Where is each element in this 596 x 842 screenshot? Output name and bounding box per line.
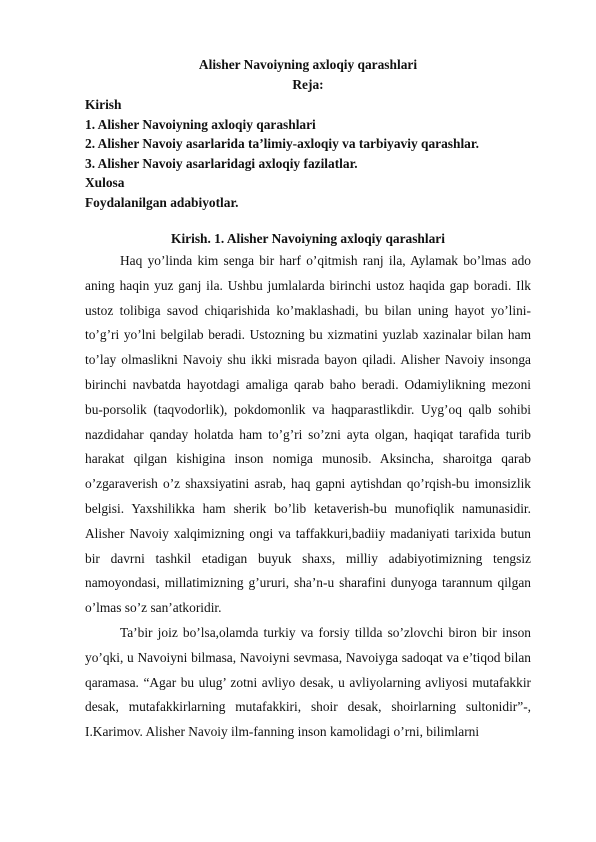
plan-item: 3. Alisher Navoiy asarlaridagi axloqiy fazilatlar. (85, 155, 358, 171)
section-title: Kirish. 1. Alisher Navoiyning axloqiy qarashlari (171, 231, 445, 246)
plan-item: 2. Alisher Navoiy asarlarida ta’limiy-axloqiy va tarbiyaviy qarashlar. (85, 136, 479, 151)
plan-label: Reja: (292, 77, 324, 92)
plan-list (85, 95, 531, 212)
plan-item: Foydalanilgan adabiyotlar. (85, 194, 239, 210)
plan-item: 1. Alisher Navoiyning axloqiy qarashlari (85, 116, 316, 132)
body-paragraph: Ta’bir joiz bo’lsa,olamda turkiy va forsiy tillda so’zlovchi biron bir inson yo’qki, u Navoiyni bilmasa, Navoiyni sevmasa, Navoiyga sadoqat va e’tiqod bilan qaramasa. “Agar bu ulug’ zotni avliyo desak, u avliyolarning avliyosi mutafakkir desak, mutafakkirlarning mutafakkiri, shoir desak, shoirlarning sultonidir”-, I.Karimov. Alisher Navoiy ilm-fanning inson kamolidagi o’rni, bilimlarni (85, 624, 531, 740)
plan-item: Kirish (85, 97, 122, 112)
body-paragraph: Haq yo’linda kim senga bir harf o’qitmish ranj ila, Aylamak bo’lmas ado aning haqin yuz ganj ila. Ushbu jumlalarda birinchi ustoz haqida gap boradi. Ilk ustoz tolibiga savod chiqarishida ko’maklashadi, bu bilan uning hayot yo’lini-to’g’ri yo’lni belgilab beradi. Ustozning bu xizmatini yuzlab xazinalar bilan ham to’lay olmaslikni Navoiy shu ikki misrada bayon qiladi. Alisher Navoiy insonga birinchi navbatda hayotdagi amaliga qarab baho beradi. Odamiylikning mezoni bu-porsolik (taqvodorlik), pokdomonlik va haqparastlikdir. Uyg’oq qalb sohibi nazdidahar qanday holatda ham to’g’ri so’zni ayta olgan, haqiqat tarafida turib harakat qilgan kishigina inson nomiga munosib. Aksincha, sharoitga qarab o’zgaraverish o’z shaxsiyatini asrab, haq gapni aytishdan qo’rqish-bu imonsizlik belgisi. Yaxshilikka ham sherik bo’lib ketaverish-bu munofiqlik namunasidir. Alisher Navoiy xalqimizning ongi va taffakkuri,badiiy madaniyati tarixida butun bir davrni tashkil etadigan buyuk shaxs, milliy adabiyotimizning tengsiz namoyondasi, millatimizning g’ururi, sha’n-u sharafini dunyoga tarannum qilgan o’lmas so’z san’atkoridir. (85, 253, 531, 616)
plan-item: Xulosa (85, 175, 125, 190)
document-page (85, 55, 531, 745)
document-title: Alisher Navoiyning axloqiy qarashlari (198, 57, 418, 72)
